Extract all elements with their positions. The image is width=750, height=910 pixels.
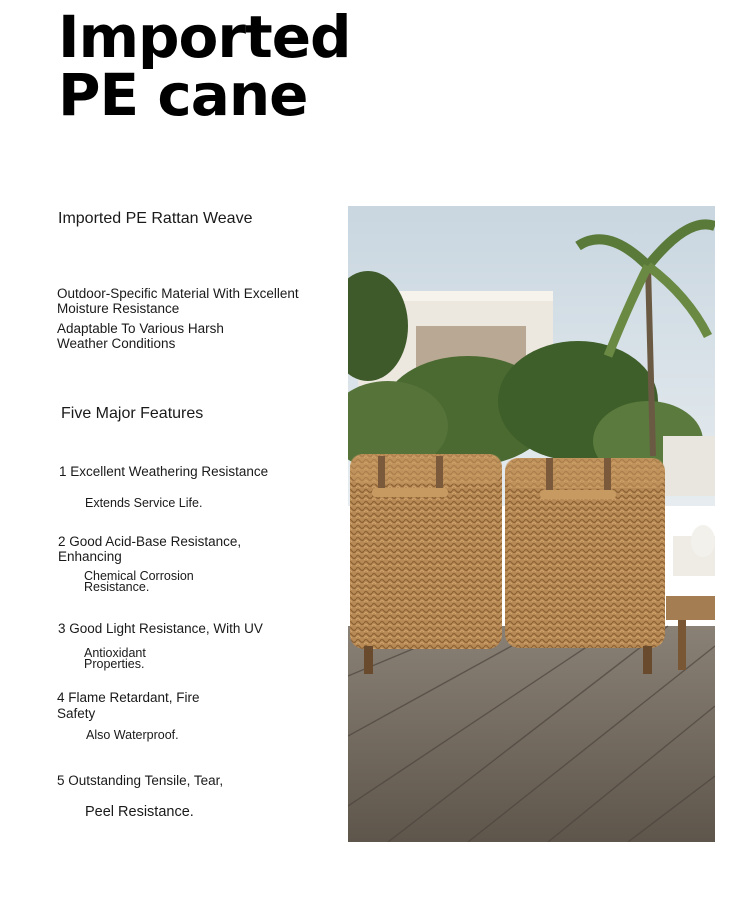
feature-2-title-line-2: Enhancing — [58, 549, 122, 564]
features-heading: Five Major Features — [61, 405, 204, 422]
feature-5-title: 5 Outstanding Tensile, Tear, — [57, 773, 224, 788]
headline-line-1: Imported — [58, 3, 351, 71]
feature-3-title: 3 Good Light Resistance, With UV — [58, 621, 263, 636]
feature-4-title-line-2: Safety — [57, 706, 96, 721]
feature-1-desc: Extends Service Life. — [85, 496, 203, 510]
feature-3-desc-line-1: Antioxidant — [84, 646, 146, 660]
feature-2-title-line-1: 2 Good Acid-Base Resistance, — [58, 534, 242, 549]
headline-line-2: PE cane — [58, 61, 308, 129]
rattan-sofa-photo — [348, 206, 715, 842]
feature-2-desc-line-1: Chemical Corrosion — [84, 569, 194, 583]
material-desc-2-line-1: Adaptable To Various Harsh — [57, 321, 224, 336]
headline — [58, 3, 351, 129]
feature-1-title: 1 Excellent Weathering Resistance — [59, 464, 269, 479]
material-desc-2-line-2: Weather Conditions — [57, 336, 176, 351]
feature-2-desc-line-2: Resistance. — [84, 580, 150, 594]
material-desc-1-line-1: Outdoor-Specific Material With Excellent — [57, 286, 299, 301]
feature-4-desc: Also Waterproof. — [86, 728, 179, 742]
material-desc-1-line-2: Moisture Resistance — [57, 301, 180, 316]
material-heading: Imported PE Rattan Weave — [58, 210, 253, 227]
feature-3-desc-line-2: Properties. — [84, 657, 145, 671]
rattan-sofa-patio-icon — [348, 206, 715, 842]
feature-5-desc: Peel Resistance. — [85, 804, 194, 820]
feature-4-title-line-1: 4 Flame Retardant, Fire — [57, 690, 200, 705]
